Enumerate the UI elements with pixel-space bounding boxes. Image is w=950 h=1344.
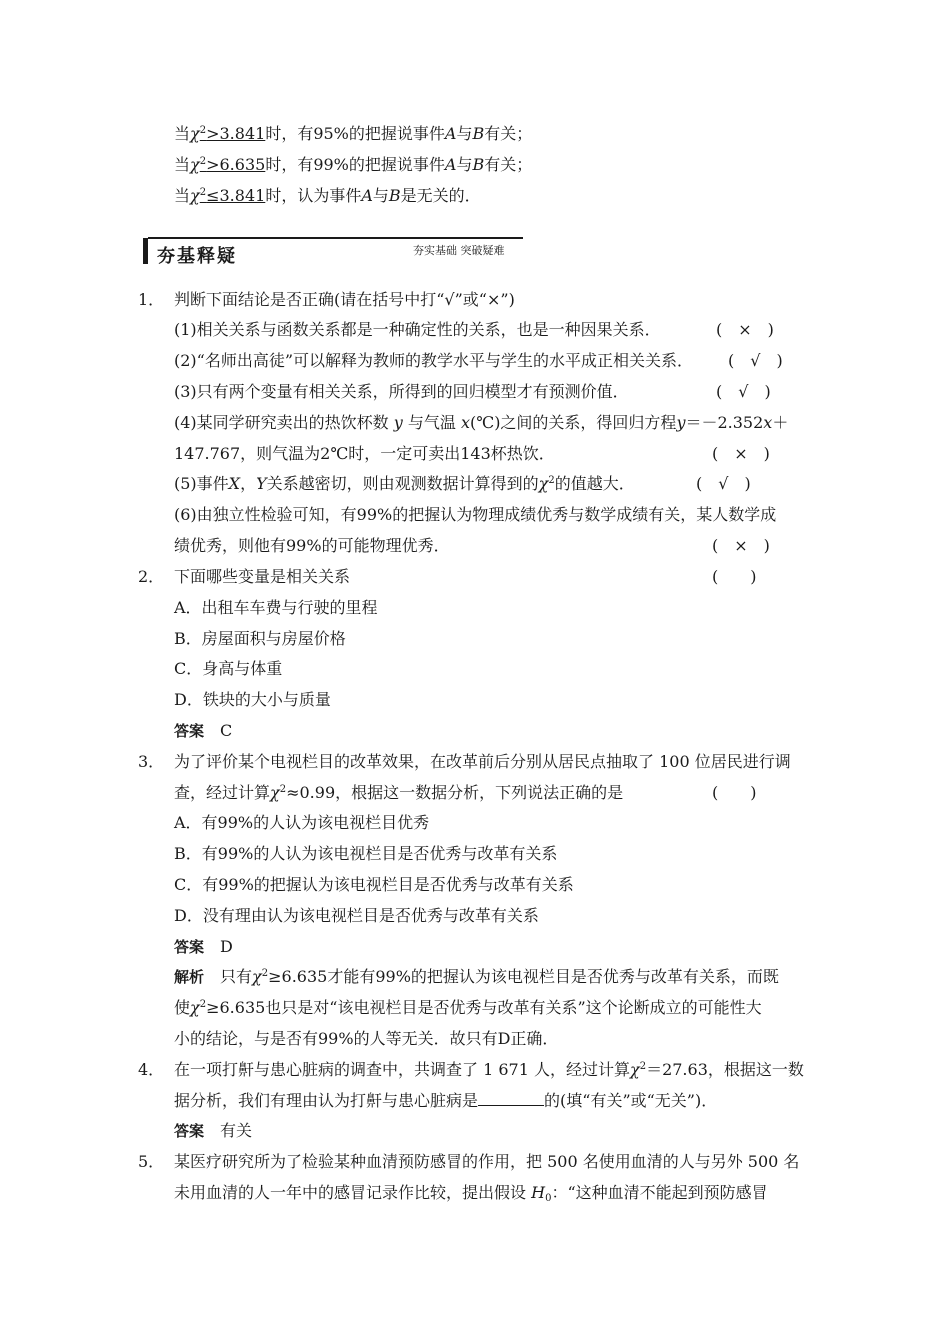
cond-text: 时，有99%的把握说事件 (265, 155, 445, 174)
q1-item-3: (3)只有两个变量有相关关系，所得到的回归模型才有预测价值． (174, 382, 629, 401)
q1-item-2: (2)“名师出高徒”可以解释为教师的教学水平与学生的水平成正相关关系． (174, 351, 694, 370)
item-text: 关系越密切，则由观测数据计算得到的 (266, 474, 539, 493)
section-divider (148, 237, 523, 239)
exponent: 2 (199, 999, 207, 1010)
threshold: >6.635 (206, 155, 266, 174)
q1-number: 1． (138, 290, 165, 309)
item-text: (5)事件 (174, 474, 229, 493)
q3-number: 3． (138, 752, 165, 771)
q2-stem: 下面哪些变量是相关关系 (174, 567, 351, 586)
chi-symbol: χ (190, 186, 200, 205)
var-y: y (676, 413, 686, 432)
q1-item-1-mark: ( × ) (716, 320, 774, 339)
event-a: A (444, 155, 457, 174)
q4-line-2 (174, 1091, 717, 1111)
q3-option-a: A．有99%的人认为该电视栏目优秀 (174, 813, 430, 832)
cond-text: 与 (456, 124, 473, 143)
q2-option-b: B．房屋面积与房屋价格 (174, 629, 346, 648)
q-text: ≈0.99，根据这一数据分析，下列说法正确的是 (286, 783, 624, 802)
section-bar-mark (143, 238, 148, 264)
q-text: 在一项打鼾与患心脏病的调查中，共调查了 1 671 人，经过计算 (174, 1060, 630, 1079)
chi-symbol: χ (252, 967, 262, 986)
chi-symbol: χ (190, 998, 200, 1017)
q1-item-3-mark: ( √ ) (716, 382, 771, 401)
event-b: B (472, 155, 485, 174)
item-text: (℃)之间的关系，得回归方程 (470, 413, 677, 432)
q1-item-4-cont: 147.767，则气温为2℃时，一定可卖出143杯热饮． (174, 444, 555, 463)
q-text: 据分析，我们有理由认为打鼾与患心脏病是 (174, 1091, 479, 1110)
cond-text: 有关； (484, 124, 533, 143)
threshold: >3.841 (206, 124, 266, 143)
answer-value: 有关 (220, 1121, 253, 1140)
q3-answer (174, 937, 233, 957)
fill-blank[interactable] (478, 1091, 544, 1106)
var-Y: Y (256, 474, 267, 493)
cond-text: 当 (174, 155, 191, 174)
analysis-label: 解析 (174, 968, 205, 986)
q-text: ：“这种血清不能起到预防感冒 (551, 1183, 768, 1202)
item-text: ＋ (772, 413, 789, 432)
condition-line-1 (174, 124, 532, 144)
q3-option-d: D．没有理由认为该电视栏目是否优秀与改革有关系 (174, 906, 539, 925)
q2-answer (174, 721, 232, 741)
q3-option-b: B．有99%的人认为该电视栏目是否优秀与改革有关系 (174, 844, 558, 863)
section-subtitle: 夯实基础 突破疑难 (413, 244, 505, 257)
q-text: 查，经过计算 (174, 783, 271, 802)
q3-analysis-1 (174, 967, 779, 987)
cond-text: 时，认为事件 (265, 186, 362, 205)
cond-text: 时，有95%的把握说事件 (265, 124, 445, 143)
var-x: x (763, 413, 773, 432)
var-x: x (461, 413, 471, 432)
item-text: 与气温 (407, 413, 456, 432)
condition-line-3 (174, 186, 481, 206)
q3-option-c: C．有99%的把握认为该电视栏目是否优秀与改革有关系 (174, 875, 574, 894)
q1-item-5-mark: ( √ ) (696, 474, 751, 493)
analysis-text: 只有 (220, 967, 253, 986)
q1-stem: 判断下面结论是否正确(请在括号中打“√”或“×”) (174, 290, 515, 309)
q2-mark: ( ) (712, 567, 757, 586)
q1-item-4-mark: ( × ) (712, 444, 770, 463)
q3-analysis-2 (174, 998, 762, 1018)
q2-option-d: D．铁块的大小与质量 (174, 690, 331, 709)
cond-text: 当 (174, 186, 191, 205)
answer-value: D (220, 937, 233, 956)
q1-item-6-mark: ( × ) (712, 536, 770, 555)
exponent: 2 (261, 968, 269, 979)
answer-label: 答案 (174, 722, 205, 740)
chi-symbol: χ (629, 1060, 640, 1079)
q1-item-4 (174, 413, 788, 433)
q2-option-c: C．身高与体重 (174, 659, 283, 678)
exponent: 2 (199, 187, 207, 198)
q2-option-a: A．出租车车费与行驶的里程 (174, 598, 378, 617)
q5-line-2 (174, 1183, 768, 1203)
q3-mark: ( ) (712, 783, 757, 802)
item-text: ＝－2.352 (685, 413, 764, 432)
answer-label: 答案 (174, 1122, 205, 1140)
cond-text: 当 (174, 124, 191, 143)
analysis-text: ≥6.635才能有99%的把握认为该电视栏目是否优秀与改革有关系，而既 (268, 967, 779, 986)
q1-item-1: (1)相关关系与函数关系都是一种确定性的关系，也是一种因果关系． (174, 320, 661, 339)
hypothesis-symbol: H (531, 1183, 546, 1202)
threshold: ≤3.841 (206, 186, 266, 205)
q3-line-1: 为了评价某个电视栏目的改革效果，在改革前后分别从居民点抽取了 100 位居民进行调 (174, 752, 791, 771)
q3-line-2 (174, 783, 623, 803)
chi-symbol: χ (190, 124, 200, 143)
exponent: 2 (279, 784, 287, 795)
q-text: 未用血清的人一年中的感冒记录作比较，提出假设 (174, 1183, 527, 1202)
cond-text: 与 (456, 155, 473, 174)
event-a: A (444, 124, 457, 143)
answer-label: 答案 (174, 938, 205, 956)
item-text: (4)某同学研究卖出的热饮杯数 (174, 413, 389, 432)
cond-text: 是无关的． (400, 186, 481, 205)
section-header (143, 236, 523, 266)
event-b: B (472, 124, 485, 143)
var-X: X (228, 474, 241, 493)
q4-number: 4． (138, 1060, 165, 1079)
analysis-text: 使 (174, 998, 191, 1017)
subscript: 0 (545, 1193, 552, 1204)
chi-symbol: χ (190, 155, 200, 174)
cond-text: 与 (372, 186, 389, 205)
exponent: 2 (199, 125, 207, 136)
condition-line-2 (174, 155, 532, 175)
q3-analysis-3: 小的结论，与是否有99%的人等无关．故只有D正确． (174, 1029, 559, 1048)
exponent: 2 (199, 156, 207, 167)
exponent: 2 (548, 475, 555, 486)
q4-line-1 (174, 1060, 804, 1080)
chi-symbol: χ (538, 474, 549, 493)
q1-item-2-mark: ( √ ) (728, 351, 783, 370)
exponent: 2 (639, 1061, 647, 1072)
answer-value: C (220, 721, 233, 740)
q-text: 的(填“有关”或“无关”)． (544, 1091, 718, 1110)
event-b: B (388, 186, 401, 205)
q1-item-6-cont: 绩优秀，则他有99%的可能物理优秀． (174, 536, 450, 555)
analysis-text: ≥6.635也只是对“该电视栏目是否优秀与改革有关系”这个论断成立的可能性大 (206, 998, 762, 1017)
section-title: 夯基释疑 (157, 246, 237, 267)
q-text: ＝27.63，根据这一数 (646, 1060, 804, 1079)
q1-item-5 (174, 474, 635, 494)
q4-answer (174, 1121, 252, 1141)
var-y: y (393, 413, 403, 432)
q2-number: 2． (138, 567, 165, 586)
q1-item-6: (6)由独立性检验可知，有99%的把握认为物理成绩优秀与数学成绩有关，某人数学成 (174, 505, 777, 524)
q5-number: 5． (138, 1152, 165, 1171)
q5-line-1: 某医疗研究所为了检验某种血清预防感冒的作用，把 500 名使用血清的人与另外 500 名 (174, 1152, 800, 1171)
chi-symbol: χ (270, 783, 280, 802)
item-text: 的值越大． (554, 474, 635, 493)
event-a: A (361, 186, 373, 205)
item-text: ， (240, 474, 257, 493)
cond-text: 有关； (484, 155, 533, 174)
